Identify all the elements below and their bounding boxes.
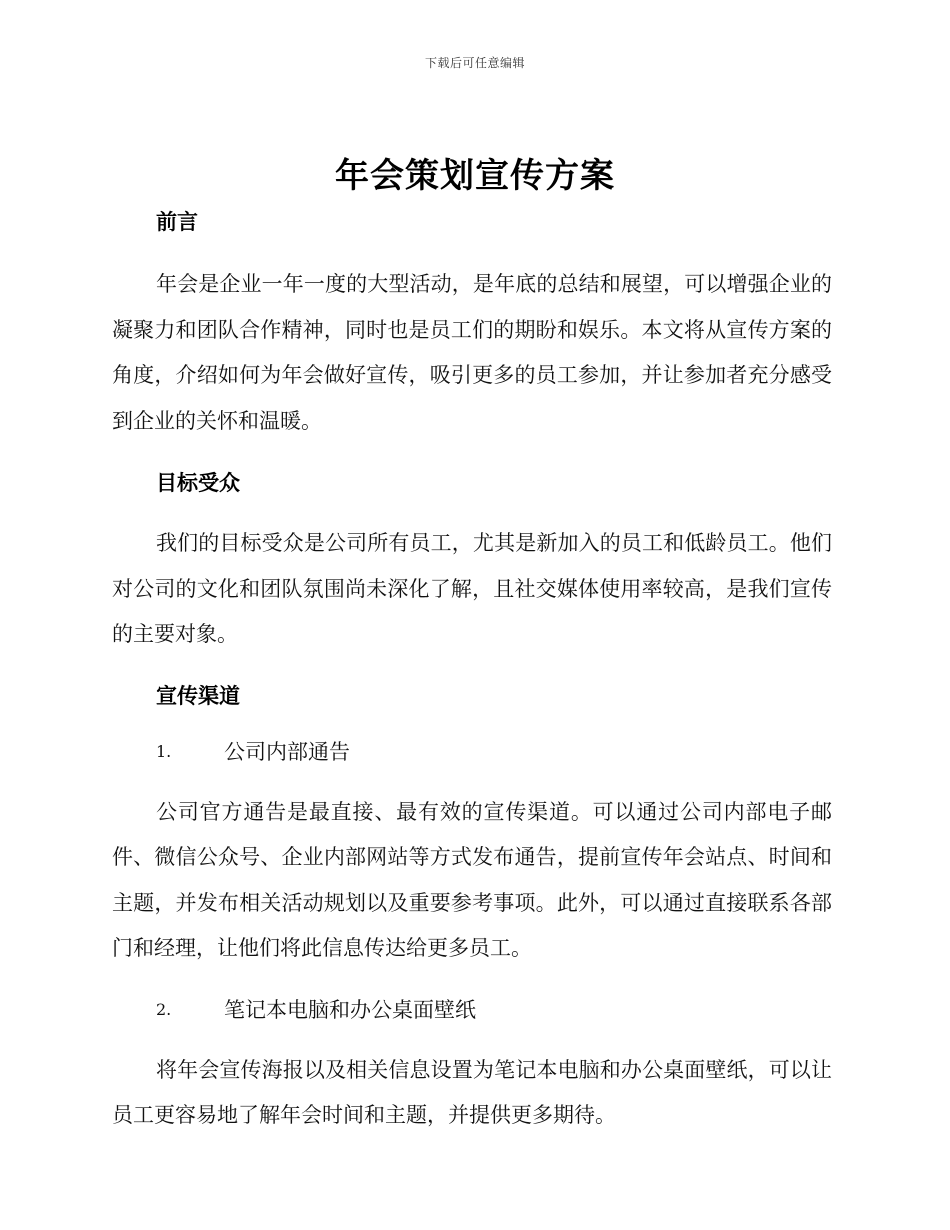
document-body <box>112 204 832 1139</box>
list-item-2 <box>112 992 832 1028</box>
paragraph-channel-1: 公司官方通告是最直接、最有效的宣传渠道。可以通过公司内部电子邮件、微信公众号、企业内部网站等方式发布通告，提前宣传年会站点、时间和主题，并发布相关活动规划以及重要参考事项。此外，可以通过直接联系各部门和经理，让他们将此信息传达给更多员工。 <box>112 799 832 960</box>
section-heading-audience: 目标受众 <box>156 471 240 495</box>
document-title: 年会策划宣传方案 <box>335 156 615 196</box>
section-heading-preface: 前言 <box>156 210 198 234</box>
section-heading-channels: 宣传渠道 <box>156 683 240 708</box>
list-item-title: 笔记本电脑和办公桌面壁纸 <box>224 997 476 1022</box>
list-item-1 <box>112 734 832 770</box>
paragraph-audience: 我们的目标受众是公司所有员工，尤其是新加入的员工和低龄员工。他们对公司的文化和团队氛围尚未深化了解，且社交媒体使用率较高，是我们宣传的主要对象。 <box>112 531 832 646</box>
header-note: 下载后可任意编辑 <box>424 56 525 70</box>
paragraph-preface: 年会是企业一年一度的大型活动，是年底的总结和展望，可以增强企业的凝聚力和团队合作精神，同时也是员工们的期盼和娱乐。本文将从宣传方案的角度，介绍如何为年会做好宣传，吸引更多的员工参加，并让参加者充分感受到企业的关怀和温暖。 <box>112 272 832 433</box>
list-number: 2. <box>156 999 172 1019</box>
paragraph-channel-2: 将年会宣传海报以及相关信息设置为笔记本电脑和办公桌面壁纸，可以让员工更容易地了解年会时间和主题，并提供更多期待。 <box>112 1057 832 1127</box>
list-number: 1. <box>156 741 172 761</box>
list-item-title: 公司内部通告 <box>224 739 350 764</box>
